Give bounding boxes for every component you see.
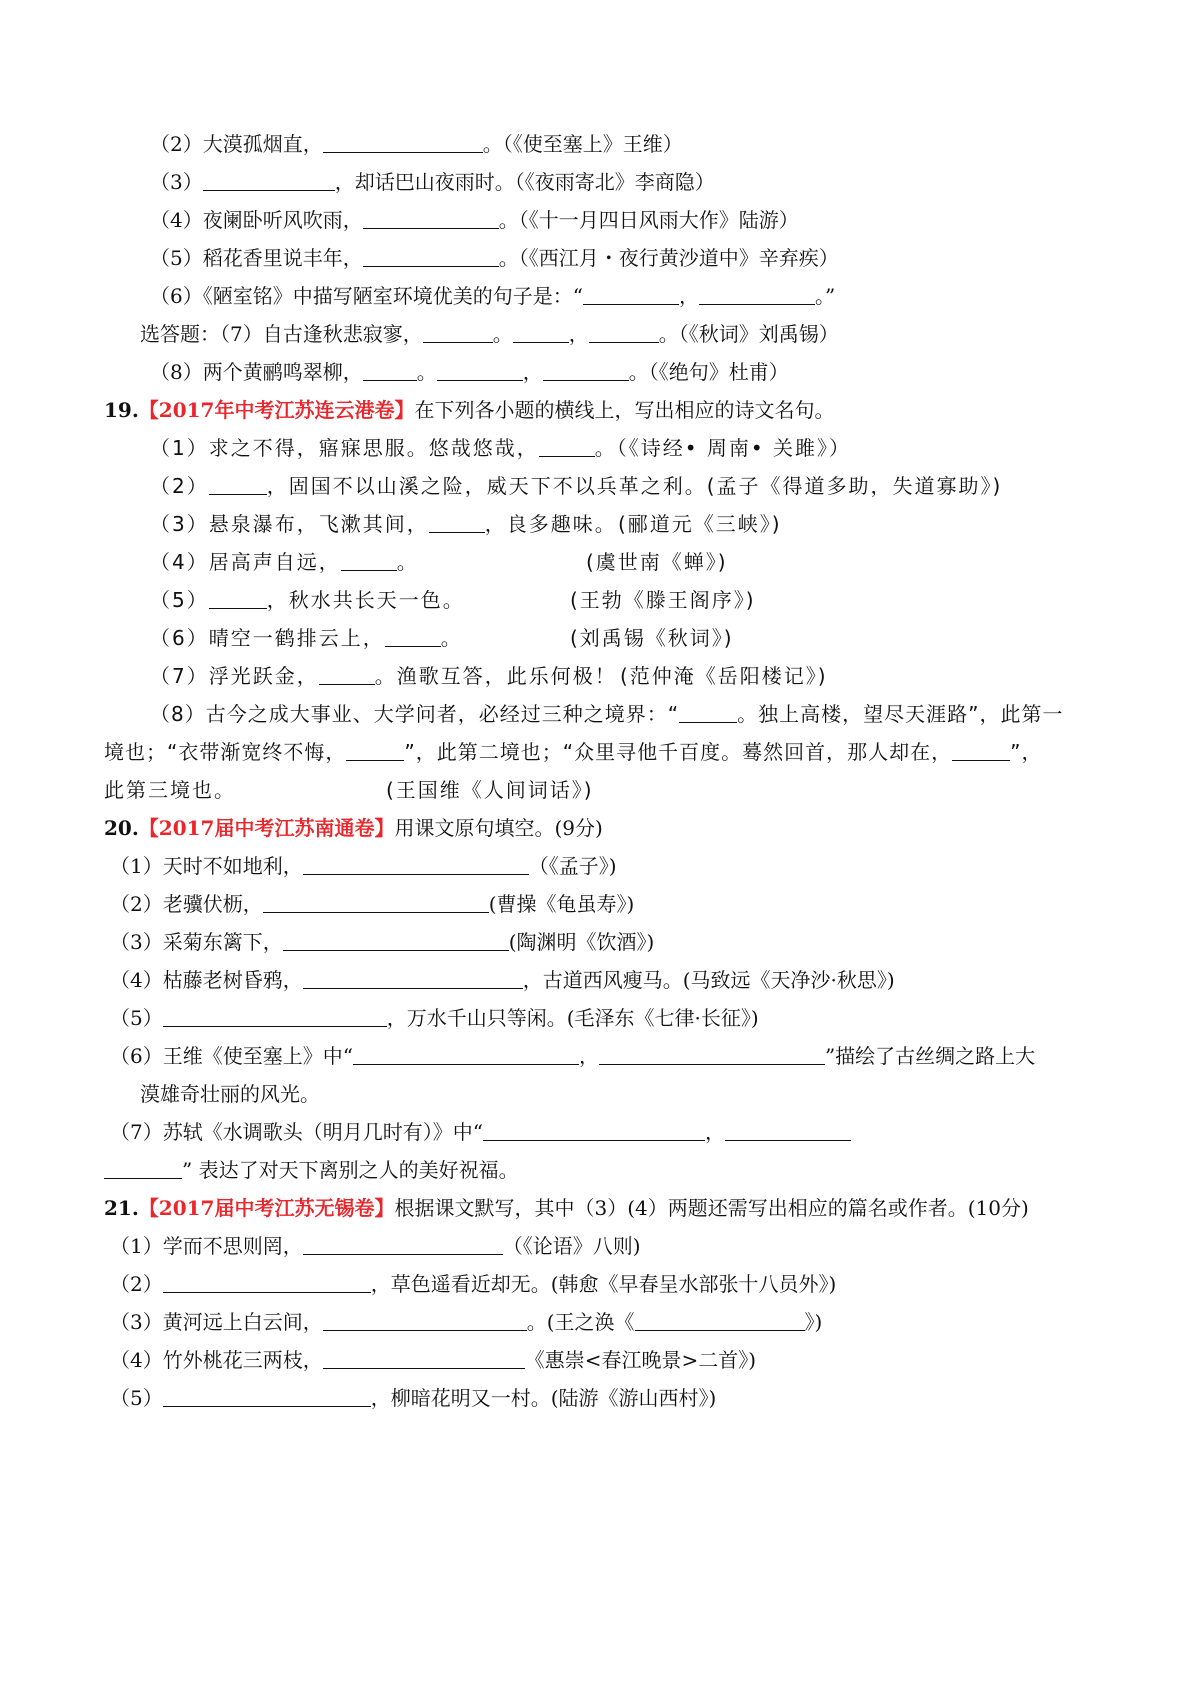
question-text: （4）竹外桃花三两枝， — [110, 1348, 323, 1372]
question-text: （2） — [150, 474, 209, 498]
question-line — [110, 1382, 716, 1414]
question-text: 。渔歌互答，此乐何极！ — [374, 664, 617, 688]
citation: (王勃《滕王阁序》) — [570, 588, 756, 612]
question-line — [150, 280, 835, 312]
question-number: 20. — [104, 816, 139, 840]
question-text: 漠雄奇壮丽的风光。 — [140, 1082, 320, 1106]
question-text: 境也；“衣带渐宽终不悔， — [104, 740, 347, 764]
question-stem: 用课文原句填空。(9分) — [394, 816, 603, 840]
answer-blank[interactable] — [323, 1346, 525, 1369]
question-line — [110, 1230, 641, 1262]
question-line — [104, 1154, 519, 1186]
question-text: （《孟子》) — [528, 854, 617, 878]
question-text: （《论语》八则) — [502, 1234, 641, 1258]
question-text: ， — [578, 1044, 599, 1068]
answer-blank[interactable] — [699, 282, 815, 305]
question-text: 。 — [440, 626, 463, 650]
question-text: ，古道西风瘦马。(马致远《天净沙·秋思》) — [522, 968, 895, 992]
question-line — [110, 850, 617, 882]
answer-blank[interactable] — [104, 1156, 182, 1179]
question-line — [150, 356, 789, 388]
question-text: （2）老骥伏枥， — [110, 892, 263, 916]
question-text: （1）学而不思则罔， — [110, 1234, 303, 1258]
question-text: 。（《秋词》刘禹锡） — [658, 322, 839, 346]
question-text: ，良多趣味。 — [484, 512, 617, 536]
answer-blank[interactable] — [341, 548, 397, 571]
question-text: （4）居高声自远， — [150, 550, 341, 574]
question-text: ，万水千山只等闲。(毛泽东《七律·长征》) — [386, 1006, 759, 1030]
question-line — [150, 470, 1002, 502]
answer-blank[interactable] — [263, 890, 489, 913]
question-text: ，却话巴山夜雨时。（《夜雨寄北》李商隐） — [334, 170, 715, 194]
question-number: 21. — [104, 1196, 139, 1220]
question-line — [140, 1078, 320, 1110]
question-text: 此第三境也。 — [104, 778, 236, 802]
answer-blank[interactable] — [353, 1042, 579, 1065]
question-line — [150, 698, 1063, 730]
question-text: （5） — [110, 1006, 163, 1030]
answer-blank[interactable] — [423, 320, 493, 343]
answer-blank[interactable] — [303, 966, 523, 989]
question-text: 。独上高楼，望尽天涯路”，此第一 — [737, 702, 1064, 726]
question-number: 19. — [104, 398, 139, 422]
question-text: 。（《使至塞上》王维） — [482, 132, 683, 156]
question-line — [150, 432, 851, 464]
question-line — [150, 584, 465, 616]
answer-blank[interactable] — [163, 1270, 371, 1293]
question-text: 。 — [396, 550, 419, 574]
question-text: （3） — [150, 170, 203, 194]
question-text: 。（《绝句》杜甫） — [628, 360, 789, 384]
answer-blank[interactable] — [209, 586, 267, 609]
question-text: 《惠崇<春江晚景>二首》) — [524, 1348, 757, 1372]
citation: (虞世南《蝉》) — [586, 550, 728, 574]
question-text: ， — [568, 322, 589, 346]
question-text: （7）浮光跃金， — [150, 664, 319, 688]
question-text: 。” — [814, 284, 836, 308]
question-text: （5） — [110, 1386, 163, 1410]
answer-blank[interactable] — [323, 130, 483, 153]
answer-blank[interactable] — [209, 472, 267, 495]
answer-blank[interactable] — [635, 1308, 805, 1331]
question-text: （4）夜阑卧听风吹雨， — [150, 208, 363, 232]
question-text: （6）王维《使至塞上》中“ — [110, 1044, 353, 1068]
answer-blank[interactable] — [163, 1004, 387, 1027]
question-line — [150, 622, 463, 654]
question-text: （6）晴空一鹤排云上， — [150, 626, 385, 650]
question-source: 【2017年中考江苏连云港卷】 — [138, 398, 415, 422]
question-stem: 根据课文默写，其中（3）(4）两题还需写出相应的篇名或作者。(10分) — [394, 1196, 1029, 1220]
question-text: （3）悬泉瀑布，飞漱其间， — [150, 512, 429, 536]
citation: (王国维《人间词话》) — [386, 778, 594, 802]
question-text: （6）《陋室铭》中描写陋室环境优美的句子是：“ — [150, 284, 583, 308]
question-line — [140, 318, 839, 350]
answer-blank[interactable] — [303, 852, 529, 875]
question-text: ， — [678, 284, 699, 308]
answer-blank[interactable] — [589, 320, 659, 343]
question-text: ”，此第二境也；“众里寻他千百度。蓦然回首，那人却在， — [404, 740, 953, 764]
answer-blank[interactable] — [599, 1042, 825, 1065]
question-heading — [104, 1192, 1029, 1224]
question-source: 【2017届中考江苏南通卷】 — [138, 816, 395, 840]
answer-blank[interactable] — [483, 1118, 705, 1141]
question-text: （1）天时不如地利， — [110, 854, 303, 878]
question-text: 》) — [804, 1310, 823, 1334]
answer-blank[interactable] — [543, 358, 629, 381]
question-text: 。 — [492, 322, 513, 346]
answer-blank[interactable] — [952, 738, 1010, 761]
question-line — [104, 774, 236, 806]
question-text: （3）采菊东篱下， — [110, 930, 283, 954]
question-text: ， — [704, 1120, 725, 1144]
question-text: （8）古今之成大事业、大学问者，必经过三种之境界：“ — [150, 702, 680, 726]
answer-blank[interactable] — [203, 168, 335, 191]
question-line — [150, 242, 839, 274]
question-text: ”描绘了古丝绸之路上大 — [824, 1044, 1036, 1068]
question-line — [110, 1306, 822, 1338]
answer-blank[interactable] — [725, 1118, 851, 1141]
question-line — [150, 128, 683, 160]
question-text: ，固国不以山溪之险，威天下不以兵革之利。(孟子《得道多助，失道寡助》) — [266, 474, 1003, 498]
citation: (郦道元《三峡》) — [618, 512, 782, 536]
question-text: （5） — [150, 588, 209, 612]
question-text: ，柳暗花明又一村。(陆游《游山西村》) — [370, 1386, 717, 1410]
question-text: 。（《十一月四日风雨大作》陆游） — [498, 208, 799, 232]
question-text: 。（《西江月・夜行黄沙道中》辛弃疾） — [498, 246, 839, 270]
question-text: （1）求之不得，寤寐思服。悠哉悠哉， — [150, 436, 539, 460]
question-text: ，草色遥看近却无。(韩愈《早春呈水部张十八员外》) — [370, 1272, 837, 1296]
answer-blank[interactable] — [163, 1384, 371, 1407]
question-text: 。 — [416, 360, 437, 384]
question-line — [110, 1268, 836, 1300]
question-line — [110, 888, 634, 920]
question-text: （2） — [110, 1272, 163, 1296]
question-text: （8）两个黄鹂鸣翠柳， — [150, 360, 363, 384]
answer-blank[interactable] — [513, 320, 569, 343]
question-line — [150, 166, 715, 198]
answer-blank[interactable] — [283, 928, 509, 951]
question-text: （2）大漠孤烟直， — [150, 132, 323, 156]
question-heading — [104, 812, 603, 844]
question-line — [110, 964, 895, 996]
answer-blank[interactable] — [346, 738, 404, 761]
answer-blank[interactable] — [303, 1232, 503, 1255]
answer-blank[interactable] — [679, 700, 737, 723]
question-line — [110, 1116, 851, 1148]
question-text: ， — [522, 360, 543, 384]
question-text: ” 表达了对天下离别之人的美好祝福。 — [182, 1158, 519, 1182]
answer-blank[interactable] — [385, 624, 441, 647]
question-line — [104, 736, 1042, 768]
question-line — [150, 508, 617, 540]
question-text: （7）苏轼《水调歌头（明月几时有）》中“ — [110, 1120, 483, 1144]
question-text: 。(王之涣《 — [526, 1310, 635, 1334]
question-heading — [104, 394, 834, 426]
question-stem: 在下列各小题的横线上，写出相应的诗文名句。 — [414, 398, 835, 422]
question-line — [110, 926, 654, 958]
question-text: ，秋水共长天一色。 — [266, 588, 465, 612]
answer-blank[interactable] — [437, 358, 523, 381]
answer-blank[interactable] — [363, 206, 499, 229]
citation: (范仲淹《岳阳楼记》) — [620, 664, 828, 688]
question-line — [150, 546, 419, 578]
answer-blank[interactable] — [583, 282, 679, 305]
question-line — [110, 1344, 756, 1376]
answer-blank[interactable] — [429, 510, 485, 533]
answer-blank[interactable] — [319, 662, 375, 685]
answer-blank[interactable] — [323, 1308, 527, 1331]
question-text: （4）枯藤老树昏鸦， — [110, 968, 303, 992]
question-text: 。（《诗经• 周南• 关雎》） — [594, 436, 852, 460]
question-text: 选答题：（7）自古逢秋悲寂寥， — [140, 322, 423, 346]
question-text: （3）黄河远上白云间， — [110, 1310, 323, 1334]
question-text: （5）稻花香里说丰年， — [150, 246, 363, 270]
question-line — [110, 1002, 759, 1034]
citation: (刘禹锡《秋词》) — [570, 626, 734, 650]
question-text: (陶渊明《饮酒》) — [508, 930, 655, 954]
question-line — [150, 660, 617, 692]
answer-blank[interactable] — [539, 434, 595, 457]
question-text: ”， — [1010, 740, 1043, 764]
answer-blank[interactable] — [363, 244, 499, 267]
answer-blank[interactable] — [363, 358, 417, 381]
question-line — [150, 204, 799, 236]
question-source: 【2017届中考江苏无锡卷】 — [138, 1196, 395, 1220]
question-line — [110, 1040, 1035, 1072]
question-text: (曹操《龟虽寿》) — [488, 892, 635, 916]
